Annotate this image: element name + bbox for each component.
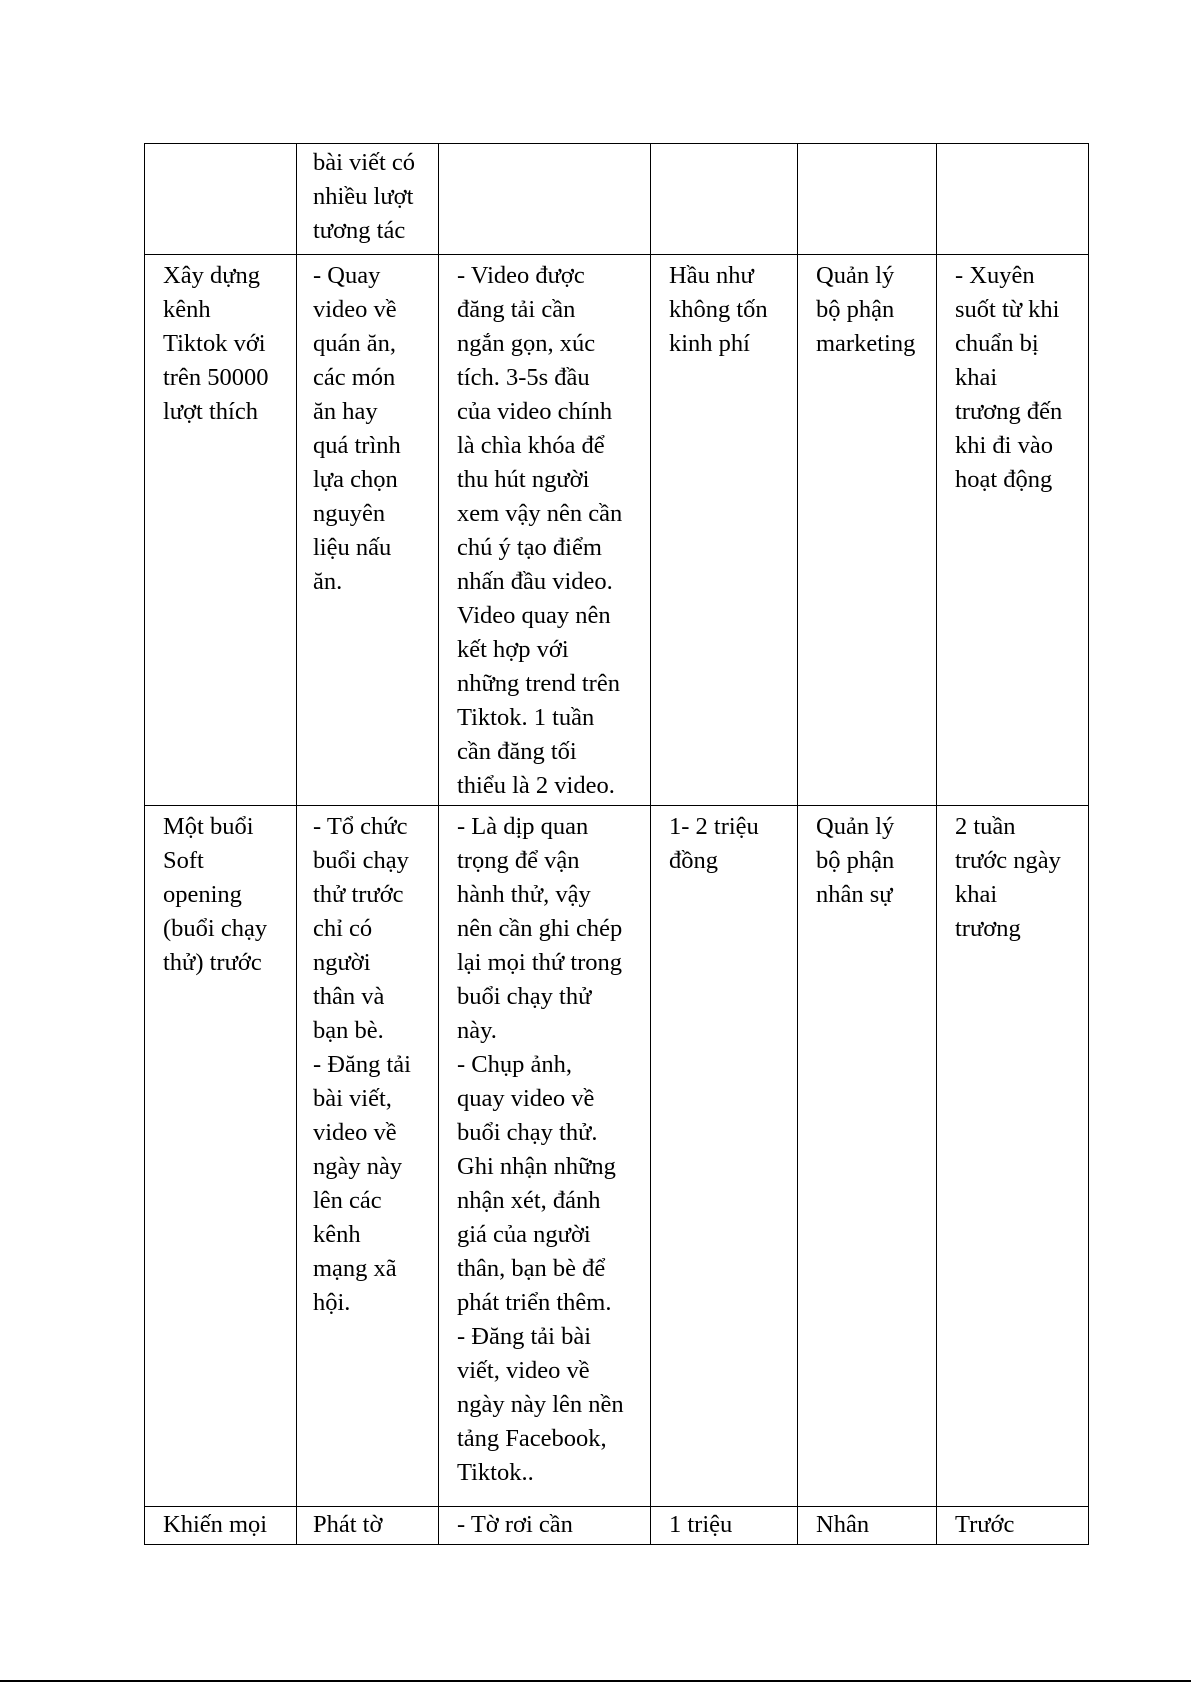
note-cell: - Là dịp quan trọng để vận hành thử, vậy nên cần ghi chép lại mọi thứ trong buổi chạy thử này. - Chụp ảnh, quay video về buổi chạy thử. Ghi nhận những nhận xét, đánh giá của người thân, bạn bè để phát triển thêm. - Đăng tải bài viết, video về ngày này lên nền tảng Facebook, Tiktok.. — [439, 806, 651, 1507]
page-bottom-divider — [0, 1680, 1191, 1682]
person-cell: Quản lý bộ phận marketing — [798, 255, 937, 806]
time-cell: Trước — [937, 1507, 1089, 1545]
cost-cell: 1 triệu — [651, 1507, 798, 1545]
person-cell: Quản lý bộ phận nhân sự — [798, 806, 937, 1507]
activity-cell: Phát tờ — [297, 1507, 439, 1545]
table-row — [145, 144, 1089, 255]
note-cell: - Video được đăng tải cần ngắn gọn, xúc tích. 3-5s đầu của video chính là chìa khóa để thu hút người xem vậy nên cần chú ý tạo điểm nhấn đầu video. Video quay nên kết hợp với những trend trên Tiktok. 1 tuần cần đăng tối thiểu là 2 video. — [439, 255, 651, 806]
plan-table — [144, 143, 1089, 1545]
activity-cell: - Quay video về quán ăn, các món ăn hay quá trình lựa chọn nguyên liệu nấu ăn. — [297, 255, 439, 806]
time-cell: - Xuyên suốt từ khi chuẩn bị khai trương đến khi đi vào hoạt động — [937, 255, 1089, 806]
activity-cell: - Tổ chức buổi chạy thử trước chỉ có người thân và bạn bè. - Đăng tải bài viết, video về ngày này lên các kênh mạng xã hội. — [297, 806, 439, 1507]
objective-cell: Xây dựng kênh Tiktok với trên 50000 lượt thích — [145, 255, 297, 806]
table-row — [145, 255, 1089, 806]
person-cell — [798, 144, 937, 255]
objective-cell: Một buổi Soft opening (buổi chạy thử) trước — [145, 806, 297, 1507]
objective-cell: Khiến mọi — [145, 1507, 297, 1545]
cost-cell: Hầu như không tốn kinh phí — [651, 255, 798, 806]
note-cell: - Tờ rơi cần — [439, 1507, 651, 1545]
objective-cell — [145, 144, 297, 255]
time-cell — [937, 144, 1089, 255]
person-cell: Nhân — [798, 1507, 937, 1545]
note-cell — [439, 144, 651, 255]
table-row — [145, 806, 1089, 1507]
table-row — [145, 1507, 1089, 1545]
cost-cell — [651, 144, 798, 255]
activity-cell: bài viết có nhiều lượt tương tác — [297, 144, 439, 255]
cost-cell: 1- 2 triệu đồng — [651, 806, 798, 1507]
time-cell: 2 tuần trước ngày khai trương — [937, 806, 1089, 1507]
